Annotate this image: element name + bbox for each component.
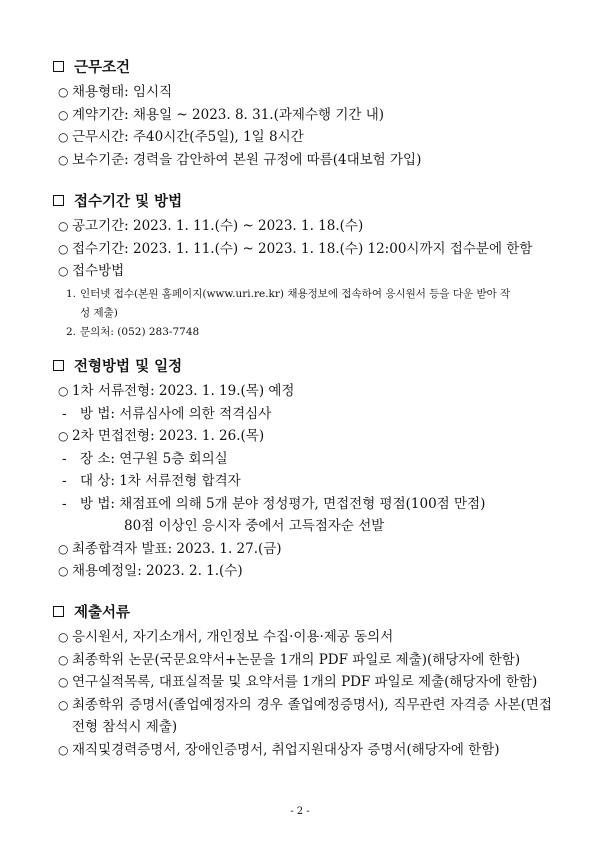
second-place-text: 장 소: 연구원 5층 회의실 bbox=[80, 450, 228, 467]
list-item bbox=[52, 260, 562, 283]
dash-bullet-icon: - bbox=[62, 473, 67, 489]
method-text: 문의처: (052) 283-7748 bbox=[80, 325, 200, 338]
section-title: 접수기간 및 방법 bbox=[74, 192, 183, 210]
sub-item bbox=[52, 470, 562, 493]
list-item-text: 공고기간: 2023. 1. 11.(수) ~ 2023. 1. 18.(수) bbox=[72, 218, 364, 234]
list-item-text: 연구실적목록, 대표실적물 및 요약서를 1개의 PDF 파일로 제출(해당자에 한함) bbox=[72, 674, 538, 690]
circle-bullet-icon: ○ bbox=[58, 429, 69, 443]
list-item bbox=[52, 671, 562, 694]
circle-bullet-icon: ○ bbox=[58, 541, 69, 556]
list-item bbox=[52, 560, 562, 583]
first-round-text: 1차 서류전형: 2023. 1. 19.(목) 예정 bbox=[72, 383, 295, 399]
section-heading bbox=[52, 600, 562, 622]
circle-bullet-icon: ○ bbox=[58, 152, 69, 167]
square-bullet-icon bbox=[53, 195, 64, 206]
circle-bullet-icon: ○ bbox=[58, 697, 69, 712]
list-item bbox=[52, 694, 562, 739]
sub-item bbox=[52, 403, 562, 426]
list-item bbox=[52, 739, 562, 762]
circle-bullet-icon: ○ bbox=[58, 564, 69, 578]
dash-bullet-icon: - bbox=[62, 495, 67, 512]
dash-bullet-icon: - bbox=[62, 405, 67, 422]
section-title: 전형방법 및 일정 bbox=[74, 357, 183, 375]
list-item-text: 접수방법 bbox=[72, 263, 125, 279]
list-item-text: 응시원서, 자기소개서, 개인정보 수집·이용·제공 동의서 bbox=[72, 629, 394, 645]
circle-bullet-icon: ○ bbox=[58, 130, 69, 144]
list-item bbox=[52, 238, 562, 261]
list-item bbox=[52, 104, 562, 127]
circle-bullet-icon: ○ bbox=[58, 652, 69, 667]
method-number: 2. bbox=[66, 325, 77, 338]
circle-bullet-icon: ○ bbox=[58, 675, 69, 689]
dash-bullet-icon: - bbox=[62, 450, 67, 467]
list-item-text: 최종학위 논문(국문요약서+논문을 1개의 PDF 파일로 제출)(해당자에 한함) bbox=[72, 651, 521, 668]
section-heading bbox=[52, 354, 562, 376]
section-selection bbox=[52, 354, 562, 583]
method-item bbox=[52, 323, 562, 342]
circle-bullet-icon: ○ bbox=[58, 85, 69, 99]
list-item-text: 접수기간: 2023. 1. 11.(수) ~ 2023. 1. 18.(수) 12:00시까지 접수분에 한함 bbox=[72, 240, 533, 257]
circle-bullet-icon: ○ bbox=[58, 384, 69, 398]
second-method-text: 방 법: 채점표에 의해 5개 분야 정성평가, 면접전형 평점(100점 만점) bbox=[80, 495, 486, 512]
sub-item bbox=[52, 448, 562, 471]
page-number: - 2 - bbox=[290, 806, 310, 817]
second-target-text: 대 상: 1차 서류전형 합격자 bbox=[80, 473, 241, 489]
circle-bullet-icon: ○ bbox=[58, 630, 69, 644]
section-heading bbox=[52, 55, 562, 77]
final-announce-text: 최종합격자 발표: 2023. 1. 27.(금) bbox=[72, 540, 282, 557]
section-working-conditions bbox=[52, 55, 562, 171]
square-bullet-icon bbox=[53, 360, 64, 371]
section-heading bbox=[52, 189, 562, 211]
list-item bbox=[52, 149, 562, 172]
sub-item bbox=[52, 493, 562, 516]
list-item bbox=[52, 538, 562, 561]
circle-bullet-icon: ○ bbox=[58, 219, 69, 233]
list-item-text: 보수기준: 경력을 감안하여 본원 규정에 따름(4대보험 가입) bbox=[72, 151, 422, 168]
hire-date-text: 채용예정일: 2023. 2. 1.(수) bbox=[72, 563, 243, 579]
section-application bbox=[52, 189, 562, 342]
section-title: 근무조건 bbox=[74, 58, 131, 76]
list-item bbox=[52, 81, 562, 104]
circle-bullet-icon: ○ bbox=[58, 742, 69, 757]
list-item-text: 최종학위 증명서(졸업예정자의 경우 졸업예정증명서), 직무관련 자격증 사본(면접전형 참석시 제출) bbox=[72, 696, 552, 735]
first-method-text: 방 법: 서류심사에 의한 적격심사 bbox=[80, 405, 272, 422]
square-bullet-icon bbox=[53, 61, 64, 72]
circle-bullet-icon: ○ bbox=[58, 107, 69, 122]
list-item-text: 재직및경력증명서, 장애인증명서, 취업지원대상자 증명서(해당자에 한함) bbox=[72, 741, 500, 758]
circle-bullet-icon: ○ bbox=[58, 264, 69, 278]
method-item bbox=[52, 283, 562, 323]
method-number: 1. bbox=[66, 287, 77, 300]
list-item-text: 근무시간: 주40시간(주5일), 1일 8시간 bbox=[72, 129, 304, 145]
list-item bbox=[52, 126, 562, 149]
list-item bbox=[52, 425, 562, 448]
list-item bbox=[52, 626, 562, 649]
section-title: 제출서류 bbox=[74, 603, 131, 621]
method-text: 인터넷 접수(본원 홈페이지(www.uri.re.kr) 채용정보에 접속하여 응시원서 등을 다운 받아 작성 제출) bbox=[80, 287, 511, 319]
list-item-text: 계약기간: 채용일 ~ 2023. 8. 31.(과제수행 기간 내) bbox=[72, 106, 385, 123]
list-item-text: 채용형태: 임시직 bbox=[72, 84, 173, 100]
section-documents bbox=[52, 600, 562, 761]
second-round-text: 2차 면접전형: 2023. 1. 26.(목) bbox=[72, 428, 265, 444]
second-method-continuation: 80점 이상인 응시자 중에서 고득점자순 선발 bbox=[124, 518, 385, 534]
list-item bbox=[52, 649, 562, 672]
square-bullet-icon bbox=[53, 606, 64, 617]
circle-bullet-icon: ○ bbox=[58, 241, 69, 256]
list-item bbox=[52, 215, 562, 238]
list-item bbox=[52, 380, 562, 403]
